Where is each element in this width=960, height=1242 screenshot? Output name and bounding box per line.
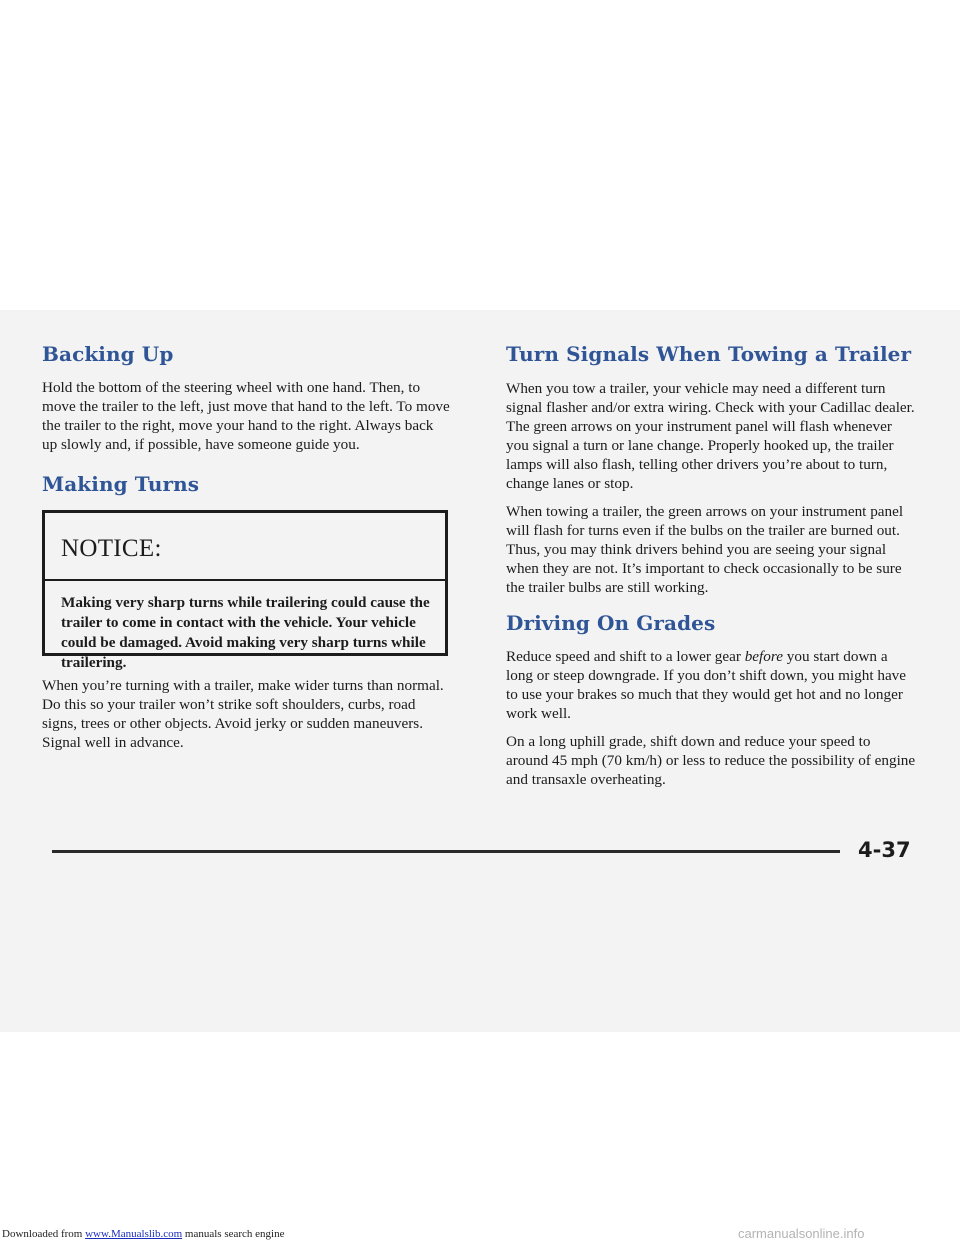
grades-text-1-end: you start down a long or steep downgrade. If you don’t shift down, you might have to use your brakes so much that they would get hot and no longer work well. [506, 648, 907, 722]
download-footer [2, 1228, 284, 1240]
notice-text: Making very sharp turns while trailering could cause the trailer to come in contact with the vehicle. Your vehicle could be damaged. Avoid making very sharp turns while trailering. [61, 594, 430, 671]
turn-signals-text-2: When towing a trailer, the green arrows on your instrument panel will flash for turns even if the bulbs on the trailer are burned out. Thus, you may think drivers behind you are seeing your signal when they are not. It’s important to check occasionally to be sure the trailer bulbs are still working. [506, 503, 904, 596]
backing-up-text: Hold the bottom of the steering wheel with one hand. Then, to move the trailer to the left, just move that hand to the left. To move the trailer to the right, move your hand to the right. Always back up slowly and, if possible, have someone guide you. [42, 379, 450, 453]
watermark: carmanualsonline.info [738, 1226, 865, 1241]
right-column [506, 342, 916, 789]
footer-suffix: manuals search engine [182, 1228, 285, 1240]
grades-text-1 [506, 647, 916, 723]
turn-signals-heading: Turn Signals When Towing a Trailer [506, 342, 912, 366]
turn-signals-text-1: When you tow a trailer, your vehicle may need a different turn signal flasher and/or extra wiring. Check with your Cadillac dealer. The green arrows on your instrument panel will flash whenever you signal a turn or lane change. Properly hooked up, the trailer lamps will also flash, telling other drivers you’re about to turn, change lanes or stop. [506, 380, 915, 492]
page-number: 4-37 [858, 838, 911, 862]
grades-text-1-start: Reduce speed and shift to a lower gear [506, 648, 745, 665]
manual-page [0, 310, 960, 1032]
footer-prefix: Downloaded from [2, 1228, 86, 1240]
notice-box [42, 510, 448, 671]
notice-divider [45, 579, 445, 581]
footer-rule [52, 850, 840, 853]
grades-text-2: On a long uphill grade, shift down and reduce your speed to around 45 mph (70 km/h) or less to reduce the possibility of engine and transaxle overheating. [506, 733, 916, 788]
grades-text-1-emphasis: before [744, 648, 783, 665]
left-column [42, 342, 452, 752]
notice-title: NOTICE: [61, 535, 162, 562]
making-turns-text: When you’re turning with a trailer, make wider turns than normal. Do this so your trailer won’t strike soft shoulders, curbs, road signs, trees or other objects. Avoid jerky or sudden maneuvers. Signal well in advance. [42, 677, 444, 751]
manualslib-link[interactable]: www.Manualslib.com [85, 1228, 183, 1240]
backing-up-heading: Backing Up [42, 342, 174, 366]
making-turns-heading: Making Turns [42, 472, 200, 496]
driving-on-grades-heading: Driving On Grades [506, 611, 716, 635]
